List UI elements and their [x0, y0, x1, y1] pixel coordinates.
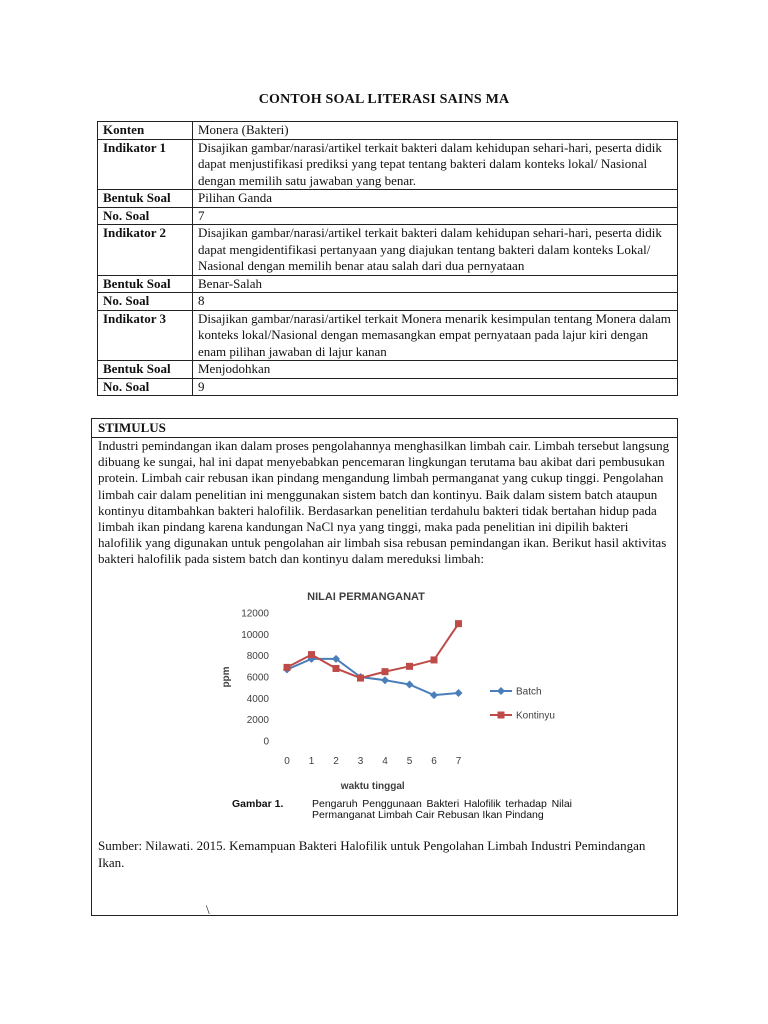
x-tick-label: 6: [431, 756, 437, 767]
meta-key: No. Soal: [98, 378, 193, 396]
stimulus-heading: STIMULUS: [92, 419, 677, 438]
batch-point: [430, 691, 438, 699]
source-citation: Sumber: Nilawati. 2015. Kemampuan Bakteri Halofilik untuk Pengolahan Limbah Industri Pemindangan Ikan.: [98, 838, 646, 870]
meta-key: Konten: [98, 122, 193, 140]
y-tick-label: 4000: [246, 693, 269, 705]
meta-key: Indikator 1: [98, 139, 193, 190]
y-tick-label: 10000: [241, 629, 269, 641]
kontinyu-point: [284, 664, 291, 671]
x-tick-label: 1: [308, 756, 315, 767]
stimulus-box: [91, 418, 678, 916]
meta-row: [98, 275, 678, 293]
meta-row: [98, 190, 678, 208]
batch-point: [497, 687, 505, 695]
x-tick-label: 2: [333, 756, 339, 767]
kontinyu-point: [431, 656, 438, 663]
x-tick-label: 3: [357, 756, 364, 767]
meta-row: [98, 361, 678, 379]
x-axis-label: waktu tinggal: [340, 781, 405, 792]
meta-value: Disajikan gambar/narasi/artikel terkait bakteri dalam kehidupan sehari-hari, peserta didik dapat mengidentifikasi pertanyaan yang diajukan tentang bakteri dalam konteks Lokal/ Nasional dengan memilih benar atau salah dari dua pernyataan: [193, 225, 678, 276]
meta-table-body: [98, 122, 678, 396]
legend-label: Batch: [516, 686, 542, 698]
meta-value: Monera (Bakteri): [193, 122, 678, 140]
document-title: CONTOH SOAL LITERASI SAINS MA: [258, 92, 510, 107]
kontinyu-point: [455, 620, 462, 627]
trailing-mark: \: [206, 902, 210, 917]
meta-key: No. Soal: [98, 293, 193, 311]
y-tick-label: 8000: [246, 651, 269, 663]
meta-key: No. Soal: [98, 207, 193, 225]
meta-key: Bentuk Soal: [98, 361, 193, 379]
permanganat-chart: [216, 587, 586, 834]
y-tick-label: 12000: [241, 608, 269, 620]
x-tick-label: 5: [406, 756, 413, 767]
meta-row: [98, 207, 678, 225]
meta-row: [98, 310, 678, 361]
y-tick-label: 2000: [246, 715, 269, 727]
meta-key: Indikator 3: [98, 310, 193, 361]
meta-row: [98, 225, 678, 276]
x-tick-label: 0: [284, 756, 290, 767]
series-line-kontinyu: [287, 624, 459, 678]
meta-key: Bentuk Soal: [98, 275, 193, 293]
chart-title: NILAI PERMANGANAT: [307, 591, 425, 603]
chart-svg: [216, 587, 586, 799]
x-tick-label: 7: [455, 756, 462, 767]
meta-value: Disajikan gambar/narasi/artikel terkait Monera menarik kesimpulan tentang Monera dalam konteks lokal/Nasional dengan memasangkan empat pernyataan pada lajur kiri dengan enam pilihan jawaban di lajur kanan: [193, 310, 678, 361]
meta-value: 7: [193, 207, 678, 225]
meta-row: [98, 293, 678, 311]
legend-label: Kontinyu: [516, 710, 555, 722]
batch-point: [381, 676, 389, 684]
y-tick-label: 0: [263, 736, 269, 748]
meta-value: Pilihan Ganda: [193, 190, 678, 208]
meta-value: Benar-Salah: [193, 275, 678, 293]
y-axis-label: ppm: [221, 666, 232, 688]
caption-label: Gambar 1.: [232, 798, 284, 810]
batch-point: [406, 680, 414, 688]
meta-value: Disajikan gambar/narasi/artikel terkait bakteri dalam kehidupan sehari-hari, peserta didik dapat menjustifikasi prediksi yang tepat tentang bakteri dalam konteks lokal/ Nasional dengan memilih satu jawaban yang benar.: [193, 139, 678, 190]
x-tick-label: 4: [382, 756, 388, 767]
meta-value: Menjodohkan: [193, 361, 678, 379]
meta-row: [98, 122, 678, 140]
question-meta-table: [97, 121, 678, 396]
series-line-batch: [287, 659, 459, 695]
kontinyu-point: [498, 712, 505, 719]
meta-row: [98, 378, 678, 396]
batch-point: [455, 689, 463, 697]
caption-text: Pengaruh Penggunaan Bakteri Halofilik terhadap Nilai Permanganat Limbah Cair Rebusan Ikan Pindang: [312, 798, 572, 821]
kontinyu-point: [382, 668, 389, 675]
meta-key: Bentuk Soal: [98, 190, 193, 208]
meta-value: 9: [193, 378, 678, 396]
meta-key: Indikator 2: [98, 225, 193, 276]
stimulus-paragraph: Industri pemindangan ikan dalam proses pengolahannya menghasilkan limbah cair. Limbah tersebut langsung dibuang ke sungai, hal ini dapat menyebabkan pencemaran lingkungan terutama bau akibat dari pembusukan protein. Limbah cair rebusan ikan pindang mengandung limbah permanganat yang cukup tinggi. Pengolahan limbah cair dalam penelitian ini menggunakan sistem batch dan kontinyu. Baik dalam sistem batch ataupun kontinyu ditambahkan bakteri halofilik. Berdasarkan penelitian terdahulu bakteri tidak bertahan hidup pada limbah ikan pindang karena kandungan NaCl nya yang tinggi, maka pada penelitian ini dipilih bakteri halofilik yang digunakan untuk pengolahan air limbah sisa rebusan pemindangan ikan. Berikut hasil aktivitas bakteri halofilik pada sistem batch dan kontinyu dalam mereduksi limbah:: [98, 438, 670, 567]
kontinyu-point: [357, 675, 364, 682]
meta-value: 8: [193, 293, 678, 311]
kontinyu-point: [333, 665, 340, 672]
kontinyu-point: [406, 663, 413, 670]
kontinyu-point: [308, 651, 315, 658]
y-tick-label: 6000: [246, 672, 269, 684]
meta-row: [98, 139, 678, 190]
